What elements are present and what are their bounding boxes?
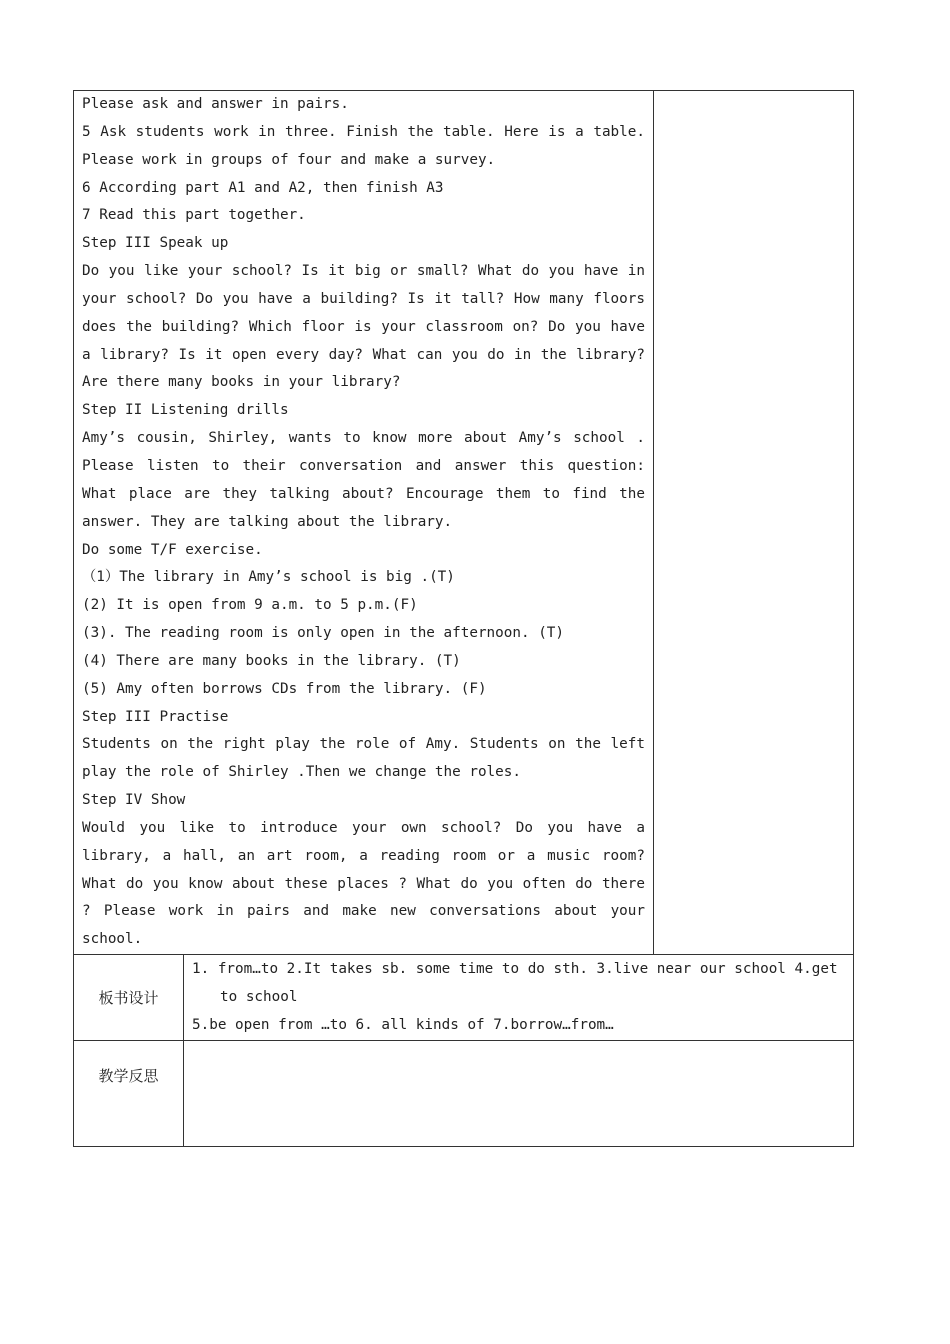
text-line: Amy’s cousin, Shirley, wants to know more about Amy’s school . Please listen to their conversation and answer this question: What place are they talking about? Encourage them to find the answer. They are talking about the library. bbox=[82, 430, 645, 530]
board-design-row bbox=[74, 955, 854, 1041]
lesson-plan-table bbox=[73, 90, 854, 1147]
text-line: Do you like your school? Is it big or small? What do you have in your school? Do you have a building? Is it tall? How many floors does the building? Which floor is your classroom on? Do you have a library? Is it open every day? What can you do in the library? Are there many books in your library? bbox=[82, 263, 645, 391]
text-line: 5 Ask students work in three. Finish the table. Here is a table. Please work in groups of four and make a survey. bbox=[82, 123, 645, 168]
step-heading: Step III Speak up bbox=[82, 235, 229, 252]
tf-item: (3). The reading room is only open in the afternoon. (T) bbox=[82, 625, 565, 642]
reflection-row bbox=[74, 1041, 854, 1147]
board-design-label: 板书设计 bbox=[74, 955, 184, 1041]
board-design-text bbox=[184, 956, 853, 1040]
tf-item: （1）The library in Amy’s school is big .(T) bbox=[82, 569, 455, 586]
step-heading: Step II Listening drills bbox=[82, 402, 289, 419]
text-line: Students on the right play the role of Amy. Students on the left play the role of Shirley .Then we change the roles. bbox=[82, 736, 645, 781]
tf-item: (2) It is open from 9 a.m. to 5 p.m.(F) bbox=[82, 597, 418, 614]
text-line: Please ask and answer in pairs. bbox=[82, 96, 349, 112]
board-design-cell bbox=[184, 955, 854, 1041]
tf-item: (4) There are many books in the library. (T) bbox=[82, 652, 461, 669]
text-line: 6 According part A1 and A2, then finish A3 bbox=[82, 179, 444, 196]
board-line-2: 5.be open from …to 6. all kinds of 7.borrow…from… bbox=[192, 1016, 614, 1033]
reflection-cell bbox=[184, 1041, 854, 1147]
step-heading: Step IV Show bbox=[82, 792, 186, 809]
text-line: Do some T/F exercise. bbox=[82, 541, 263, 558]
reflection-label: 教学反思 bbox=[74, 1041, 184, 1147]
procedure-row bbox=[74, 91, 854, 955]
notes-cell bbox=[654, 91, 854, 955]
text-line: Would you like to introduce your own school? Do you have a library, a hall, an art room, a reading room or a music room? What do you know about these places ? What do you often do there ? Please work in pairs and make new conversations about your school. bbox=[82, 819, 645, 948]
tf-item: (5) Amy often borrows CDs from the library. (F) bbox=[82, 680, 487, 697]
procedure-text bbox=[74, 91, 653, 954]
step-heading: Step III Practise bbox=[82, 708, 229, 725]
text-line: 7 Read this part together. bbox=[82, 207, 306, 224]
board-line-1: 1. from…to 2.It takes sb. some time to do sth. 3.live near our school 4.get to school bbox=[192, 960, 838, 1005]
procedure-cell bbox=[74, 91, 654, 955]
